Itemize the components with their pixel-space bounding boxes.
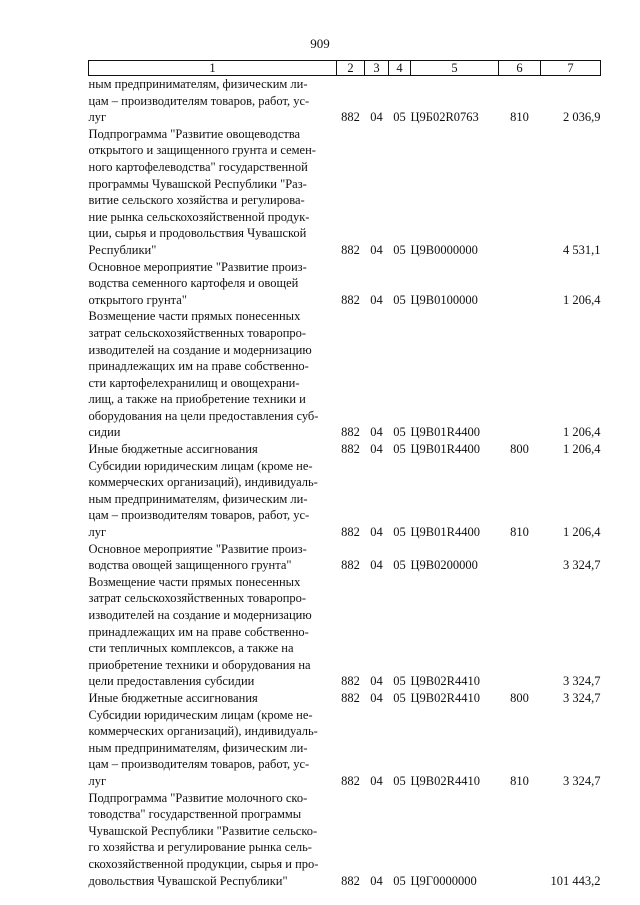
- target-article-code: Ц9В01R4400: [410, 525, 480, 540]
- description-line: Возмещение части прямых понесенных: [88, 309, 301, 324]
- target-article-code: Ц9В0200000: [410, 558, 478, 573]
- description-line: открытого и защищенного грунта и семен-: [88, 143, 316, 158]
- description-line: ным предпринимателям, физическим ли-: [88, 77, 308, 91]
- description-line: программы Чувашской Республики "Раз-: [88, 176, 307, 191]
- target-article-code: Ц9В01R4400: [410, 425, 480, 440]
- page-number: 909: [310, 36, 330, 51]
- description-line: скохозяйственной продукции, сырья и про-: [88, 856, 319, 871]
- description-line: го хозяйства и регулирование рынка сель-: [88, 840, 312, 855]
- description-line: открытого грунта": [88, 292, 187, 307]
- budget-table: [88, 60, 601, 889]
- ministry-code: 882: [341, 110, 360, 125]
- amount-value: 3 324,7: [563, 690, 601, 705]
- description-line: сти картофелехранилищ и овощехрани-: [88, 375, 300, 390]
- table-row: [89, 541, 601, 574]
- ministry-code: 882: [341, 292, 360, 307]
- description-line: принадлежащих им на праве собственно-: [88, 624, 309, 639]
- expense-type-code: [499, 790, 541, 890]
- description-line: сти тепличных комплексов, а также на: [88, 641, 294, 656]
- target-article-code: Ц9В02R4410: [410, 674, 480, 689]
- description-line: ного картофелеводства" государственной: [88, 159, 308, 174]
- column-header-5: 5: [411, 61, 499, 76]
- subsection-code: 05: [393, 690, 406, 705]
- amount-value: 3 324,7: [563, 674, 601, 689]
- description-line: коммерческих организаций), индивидуаль-: [88, 724, 318, 739]
- description-line: сидии: [88, 425, 121, 440]
- expense-type-code: 810: [510, 110, 529, 125]
- target-article-code: Ц9Б02R0763: [410, 110, 479, 125]
- row-description: [89, 126, 337, 259]
- row-description: [89, 574, 337, 690]
- description-line: Субсидии юридическим лицам (кроме не-: [88, 707, 313, 722]
- subsection-code: 05: [393, 674, 406, 689]
- description-line: водства овощей защищенного грунта": [88, 558, 292, 573]
- amount-value: 101 443,2: [550, 873, 601, 888]
- description-line: цам – производителям товаров, работ, ус-: [88, 757, 310, 772]
- description-line: Иные бюджетные ассигнования: [88, 690, 258, 705]
- row-description: [89, 707, 337, 790]
- table-row: [89, 441, 601, 458]
- description-line: Подпрограмма "Развитие овощеводства: [88, 126, 301, 141]
- description-line: изводителей на создание и модернизацию: [88, 342, 312, 357]
- column-header-3: 3: [365, 61, 389, 76]
- description-line: затрат сельскохозяйственных товаропро-: [88, 591, 307, 606]
- subsection-code: 05: [393, 242, 406, 257]
- description-line: приобретение техники и оборудования на: [88, 657, 311, 672]
- row-description: [89, 458, 337, 541]
- section-code: 04: [370, 242, 383, 257]
- description-line: оборудования на цели предоставления суб-: [88, 408, 319, 423]
- subsection-code: 05: [393, 442, 406, 457]
- ministry-code: 882: [341, 674, 360, 689]
- row-description: [89, 690, 337, 707]
- table-row: [89, 308, 601, 441]
- description-line: Чувашской Республики "Развитие сельско-: [88, 823, 318, 838]
- amount-value: 2 036,9: [563, 110, 601, 125]
- subsection-code: 05: [393, 110, 406, 125]
- ministry-code: 882: [341, 773, 360, 788]
- description-line: товодства" государственной программы: [88, 807, 302, 822]
- expense-type-code: [499, 541, 541, 574]
- table-row: [89, 790, 601, 890]
- description-line: водства семенного картофеля и овощей: [88, 276, 299, 291]
- target-article-code: Ц9В02R4410: [410, 773, 480, 788]
- subsection-code: 05: [393, 525, 406, 540]
- table-row: [89, 707, 601, 790]
- expense-type-code: 800: [510, 690, 529, 705]
- subsection-code: 05: [393, 773, 406, 788]
- section-code: 04: [370, 525, 383, 540]
- section-code: 04: [370, 442, 383, 457]
- row-description: [89, 76, 337, 126]
- table-row: [89, 259, 601, 309]
- target-article-code: Ц9В02R4410: [410, 690, 480, 705]
- section-code: 04: [370, 873, 383, 888]
- description-line: изводителей на создание и модернизацию: [88, 608, 312, 622]
- amount-value: 1 206,4: [563, 442, 601, 457]
- ministry-code: 882: [341, 873, 360, 888]
- expense-type-code: [499, 259, 541, 309]
- section-code: 04: [370, 110, 383, 125]
- subsection-code: 05: [393, 425, 406, 440]
- description-line: Субсидии юридическим лицам (кроме не-: [88, 458, 313, 473]
- section-code: 04: [370, 292, 383, 307]
- amount-value: 1 206,4: [563, 425, 601, 440]
- description-line: витие сельского хозяйства и регулирова-: [88, 193, 305, 208]
- section-code: 04: [370, 425, 383, 440]
- target-article-code: Ц9В0100000: [410, 292, 478, 307]
- description-line: Подпрограмма "Развитие молочного ско-: [88, 790, 308, 805]
- description-line: Республики": [88, 242, 157, 257]
- table-row: [89, 458, 601, 541]
- column-header-7: 7: [541, 61, 601, 76]
- description-line: лищ, а также на приобретение техники и: [88, 392, 306, 407]
- description-line: Основное мероприятие "Развитие произ-: [88, 541, 307, 556]
- table-header-row: [89, 61, 601, 76]
- ministry-code: 882: [341, 558, 360, 573]
- description-line: Основное мероприятие "Развитие произ-: [88, 259, 307, 274]
- ministry-code: 882: [341, 442, 360, 457]
- column-header-2: 2: [337, 61, 365, 76]
- description-line: затрат сельскохозяйственных товаропро-: [88, 325, 307, 340]
- target-article-code: Ц9Г0000000: [410, 873, 477, 888]
- target-article-code: Ц9В0000000: [410, 242, 478, 257]
- description-line: Возмещение части прямых понесенных: [88, 574, 301, 589]
- amount-value: 4 531,1: [563, 242, 601, 257]
- section-code: 04: [370, 558, 383, 573]
- description-line: луг: [88, 773, 107, 788]
- section-code: 04: [370, 674, 383, 689]
- table-row: [89, 76, 601, 126]
- ministry-code: 882: [341, 425, 360, 440]
- description-line: луг: [88, 525, 107, 540]
- amount-value: 3 324,7: [563, 773, 601, 788]
- subsection-code: 05: [393, 873, 406, 888]
- expense-type-code: [499, 308, 541, 441]
- row-description: [89, 790, 337, 890]
- subsection-code: 05: [393, 558, 406, 573]
- row-description: [89, 441, 337, 458]
- description-line: луг: [88, 110, 107, 125]
- ministry-code: 882: [341, 690, 360, 705]
- target-article-code: Ц9В01R4400: [410, 442, 480, 457]
- table-row: [89, 574, 601, 690]
- row-description: [89, 259, 337, 309]
- expense-type-code: 810: [510, 773, 529, 788]
- description-line: цам – производителям товаров, работ, ус-: [88, 93, 310, 108]
- ministry-code: 882: [341, 525, 360, 540]
- description-line: принадлежащих им на праве собственно-: [88, 359, 309, 374]
- description-line: ным предпринимателям, физическим ли-: [88, 740, 308, 755]
- table-row: [89, 126, 601, 259]
- table-row: [89, 690, 601, 707]
- expense-type-code: 810: [510, 525, 529, 540]
- description-line: ции, сырья и продовольствия Чувашской: [88, 226, 307, 241]
- description-line: Иные бюджетные ассигнования: [88, 442, 258, 457]
- amount-value: 1 206,4: [563, 525, 601, 540]
- description-line: ние рынка сельскохозяйственной продук-: [88, 209, 310, 224]
- row-description: [89, 541, 337, 574]
- description-line: коммерческих организаций), индивидуаль-: [88, 475, 318, 490]
- ministry-code: 882: [341, 242, 360, 257]
- description-line: цели предоставления субсидии: [88, 674, 255, 689]
- section-code: 04: [370, 773, 383, 788]
- row-description: [89, 308, 337, 441]
- amount-value: 1 206,4: [563, 292, 601, 307]
- description-line: ным предпринимателям, физическим ли-: [88, 491, 308, 506]
- column-header-4: 4: [389, 61, 411, 76]
- amount-value: 3 324,7: [563, 558, 601, 573]
- description-line: довольствия Чувашской Республики": [88, 873, 288, 888]
- description-line: цам – производителям товаров, работ, ус-: [88, 508, 310, 523]
- expense-type-code: [499, 574, 541, 690]
- expense-type-code: 800: [510, 442, 529, 457]
- expense-type-code: [499, 126, 541, 259]
- table-body: [89, 76, 601, 890]
- subsection-code: 05: [393, 292, 406, 307]
- section-code: 04: [370, 690, 383, 705]
- column-header-6: 6: [499, 61, 541, 76]
- column-header-1: 1: [89, 61, 337, 76]
